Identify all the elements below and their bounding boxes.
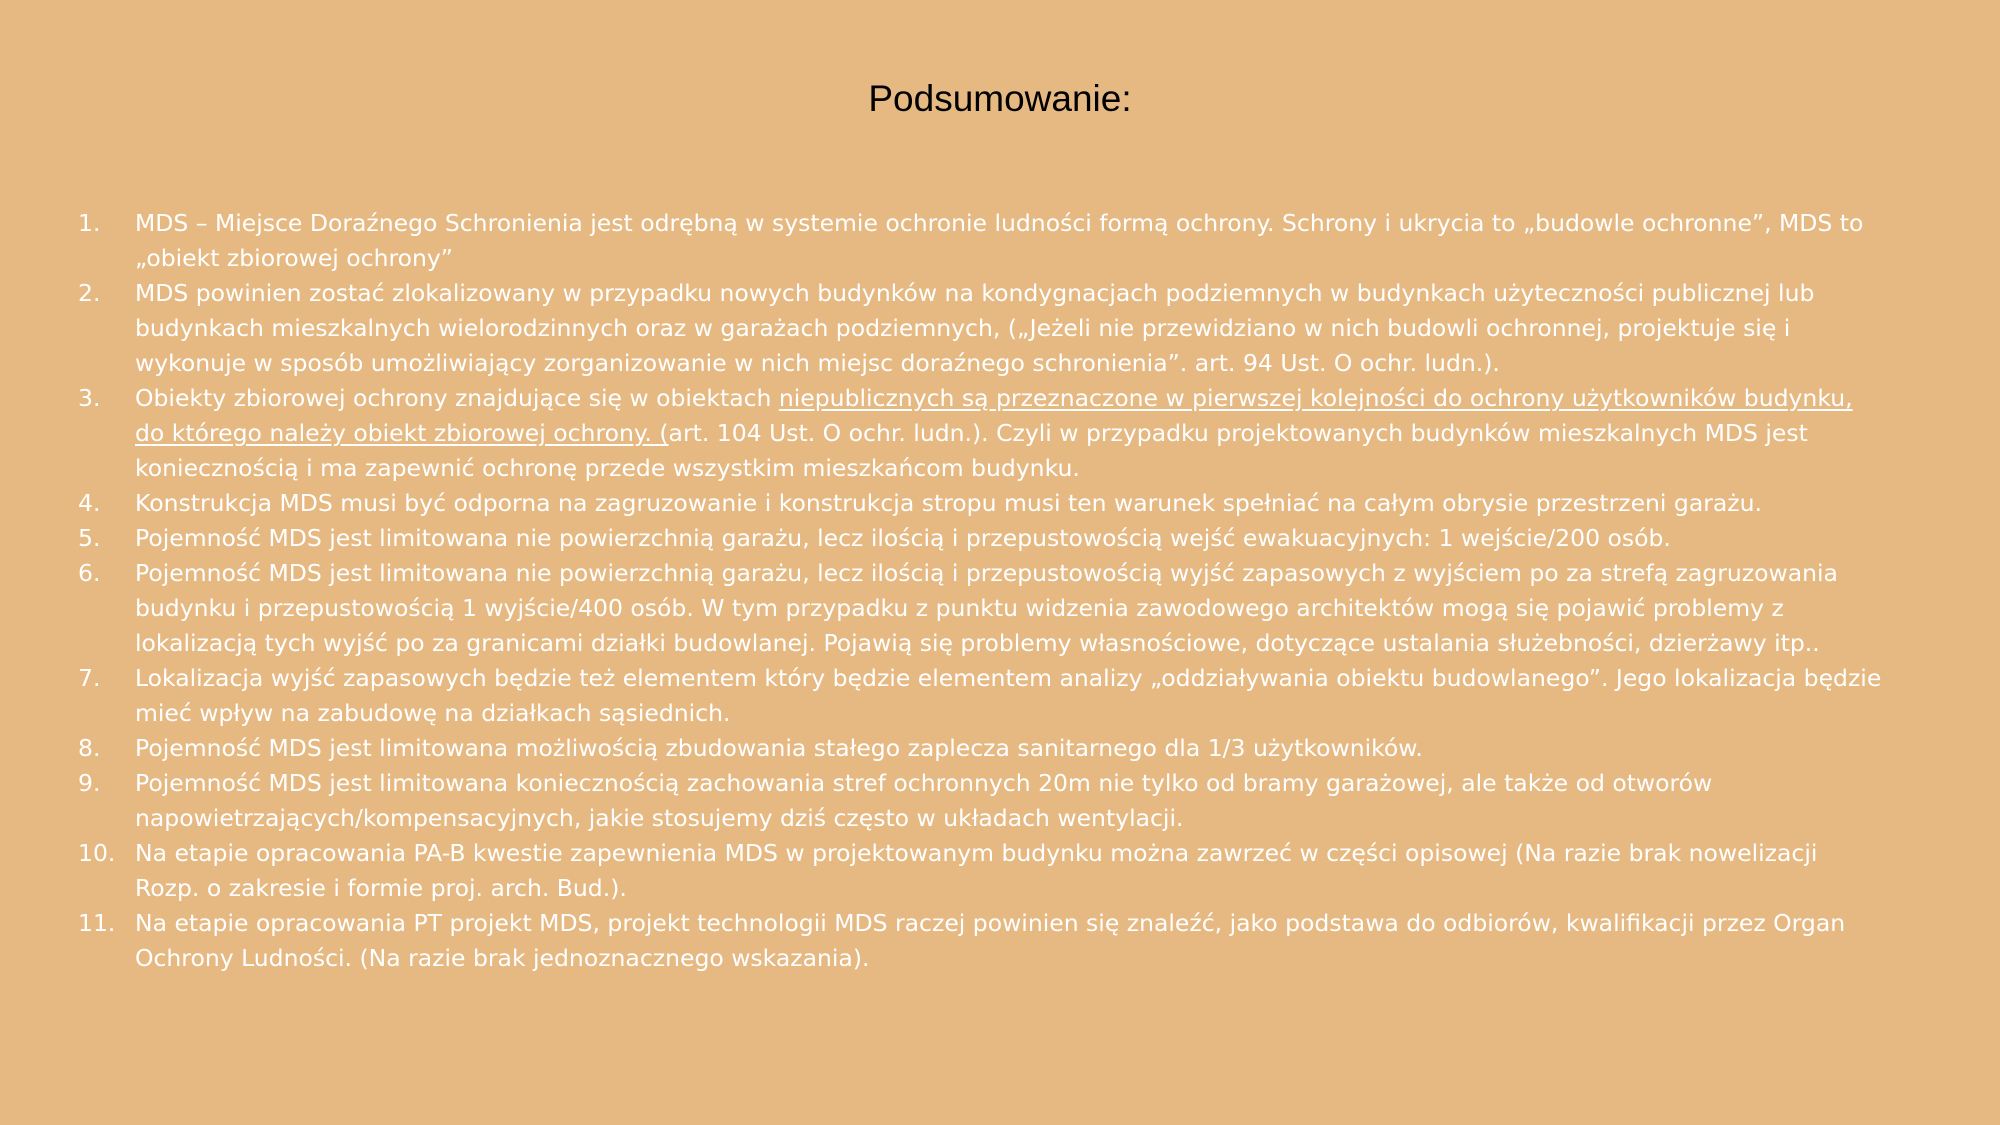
item-text-before: Obiekty zbiorowej ochrony znajdujące się w obiektach — [135, 384, 779, 412]
list-item — [78, 486, 1888, 521]
item-number: 7. — [78, 664, 101, 692]
item-text: Pojemność MDS jest limitowana nie powierzchnią garażu, lecz ilością i przepustowością wejść ewakuacyjnych: 1 wejście/200 osób. — [135, 524, 1671, 552]
list-item — [78, 836, 1888, 906]
item-text-underlined: niepublicznych są przeznaczone w pierwszej kolejności do ochrony użytkowników budynku, do którego należy obiekt zbiorowej ochrony. ( — [135, 384, 1853, 447]
item-text: Na etapie opracowania PT projekt MDS, projekt technologii MDS raczej powinien się znaleźć, jako podstawa do odbiorów, kwalifikacji przez Organ Ochrony Ludności. (Na razie brak jednoznacznego wskazania). — [135, 909, 1846, 972]
list-item — [78, 661, 1888, 731]
item-text: Pojemność MDS jest limitowana koniecznością zachowania stref ochronnych 20m nie tylko od bramy garażowej, ale także od otworów napowietrzających/kompensacyjnych, jakie stosujemy dziś często w układach wentylacji. — [135, 769, 1713, 832]
item-text: Pojemność MDS jest limitowana możliwością zbudowania stałego zaplecza sanitarnego dla 1/3 użytkowników. — [135, 734, 1423, 762]
item-number: 5. — [78, 524, 101, 552]
item-text-after: art. 104 Ust. O ochr. ludn.). Czyli w przypadku projektowanych budynków mieszkalnych MDS jest koniecznością i ma zapewnić ochronę przede wszystkim mieszkańcom budynku. — [135, 419, 1808, 482]
list-item — [78, 906, 1888, 976]
item-number: 2. — [78, 279, 101, 307]
item-text: Na etapie opracowania PA-B kwestie zapewnienia MDS w projektowanym budynku można zawrzeć w części opisowej (Na razie brak nowelizacji Rozp. o zakresie i formie proj. arch. Bud.). — [135, 839, 1818, 902]
item-number: 4. — [78, 489, 101, 517]
list-item — [78, 381, 1888, 486]
item-text: MDS powinien zostać zlokalizowany w przypadku nowych budynków na kondygnacjach podziemnych w budynkach użyteczności publicznej lub budynkach mieszkalnych wielorodzinnych oraz w garażach podziemnych, („Jeżeli nie przewidziano w nich budowli ochronnej, projektuje się i wykonuje w sposób umożliwiający zorganizowanie w nich miejsc doraźnego schronienia”. art. 94 Ust. O ochr. ludn.). — [135, 279, 1815, 377]
list-item — [78, 731, 1888, 766]
summary-list — [78, 206, 1888, 976]
item-text: Pojemność MDS jest limitowana nie powierzchnią garażu, lecz ilością i przepustowością wyjść zapasowych z wyjściem po za strefą zagruzowania budynku i przepustowością 1 wyjście/400 osób. W tym przypadku z punktu widzenia zawodowego architektów mogą się pojawić problemy z lokalizacją tych wyjść po za granicami działki budowlanej. Pojawią się problemy własnościowe, dotyczące ustalania służebności, dzierżawy itp.. — [135, 559, 1838, 657]
item-text: Lokalizacja wyjść zapasowych będzie też elementem który będzie elementem analizy „oddziaływania obiektu budowlanego”. Jego lokalizacja będzie mieć wpływ na zabudowę na działkach sąsiednich. — [135, 664, 1882, 727]
item-number: 6. — [78, 559, 101, 587]
list-item — [78, 766, 1888, 836]
item-number: 10. — [78, 839, 116, 867]
item-number: 1. — [78, 209, 101, 237]
slide-title: Podsumowanie: — [868, 78, 1132, 119]
list-item — [78, 521, 1888, 556]
item-number: 8. — [78, 734, 101, 762]
list-item — [78, 276, 1888, 381]
item-number: 3. — [78, 384, 101, 412]
list-item — [78, 206, 1888, 276]
item-text: MDS – Miejsce Doraźnego Schronienia jest odrębną w systemie ochronie ludności formą ochrony. Schrony i ukrycia to „budowle ochronne”, MDS to „obiekt zbiorowej ochrony” — [135, 209, 1864, 272]
item-text: Konstrukcja MDS musi być odporna na zagruzowanie i konstrukcja stropu musi ten warunek spełniać na całym obrysie przestrzeni garażu. — [135, 489, 1762, 517]
item-number: 11. — [78, 909, 116, 937]
item-number: 9. — [78, 769, 101, 797]
list-item — [78, 556, 1888, 661]
